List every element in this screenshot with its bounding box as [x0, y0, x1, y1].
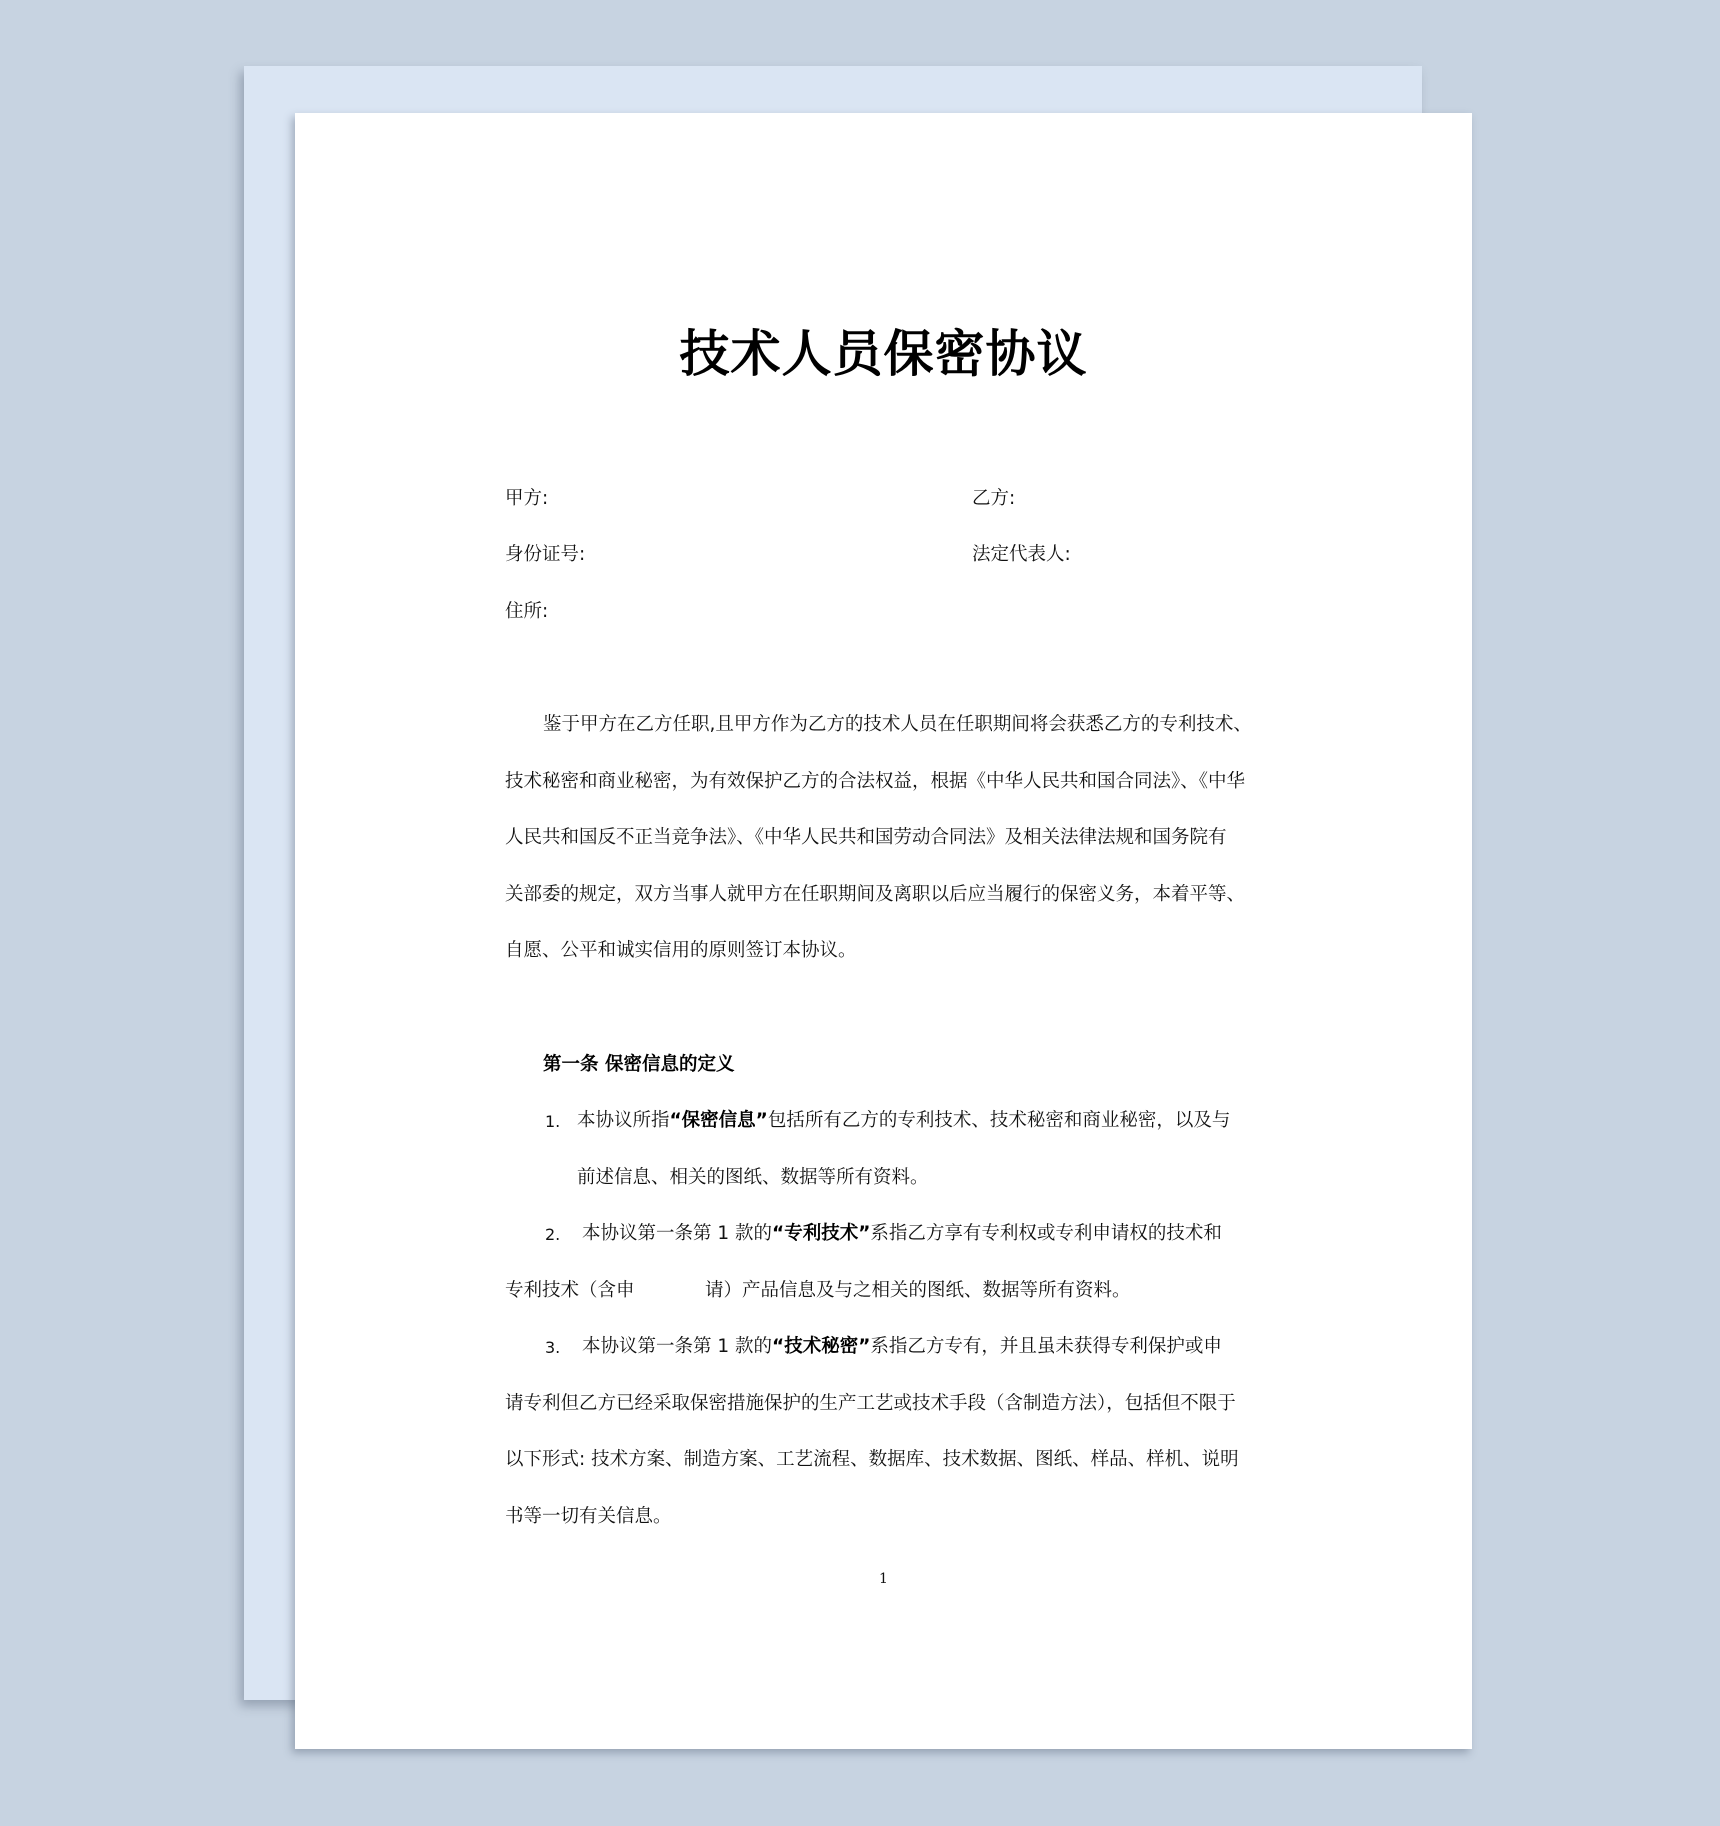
list-item-2-number: 2. [545, 1225, 561, 1244]
preamble-line-1: 鉴于甲方在乙方任职,且甲方作为乙方的技术人员在任职期间将会获悉乙方的专利技术、 [543, 714, 1252, 735]
list-item-3-line-2: 请专利但乙方已经采取保密措施保护的生产工艺或技术手段（含制造方法），包括但不限于 [505, 1393, 1236, 1414]
address-label: 住所: [505, 601, 549, 622]
term-patent-technology: “专利技术” [772, 1223, 871, 1244]
party-b-label: 乙方: [972, 488, 1016, 509]
page-number: 1 [879, 1571, 888, 1587]
preamble-line-2: 技术秘密和商业秘密，为有效保护乙方的合法权益，根据《中华人民共和国合同法》、《中华 [505, 771, 1246, 792]
list-item-3-number: 3. [545, 1338, 561, 1357]
preamble-line-5: 自愿、公平和诚实信用的原则签订本协议。 [505, 940, 857, 961]
article-1-heading: 第一条 保密信息的定义 [543, 1054, 735, 1075]
list-item-3-line-1: 本协议第一条第 1 款的“技术秘密”系指乙方专有，并且虽未获得专利保护或申 [582, 1336, 1222, 1357]
term-confidential-info: “保密信息” [669, 1110, 768, 1131]
document-page [295, 113, 1472, 1749]
legal-representative-label: 法定代表人: [972, 544, 1071, 565]
list-item-2-line-1: 本协议第一条第 1 款的“专利技术”系指乙方享有专利权或专利申请权的技术和 [582, 1223, 1222, 1244]
list-item-3-line-4: 书等一切有关信息。 [505, 1506, 672, 1527]
list-item-2-line-2a: 专利技术（含申 [505, 1280, 635, 1301]
party-a-label: 甲方: [505, 488, 549, 509]
list-item-2-line-2b: 请）产品信息及与之相关的图纸、数据等所有资料。 [705, 1280, 1131, 1301]
list-item-3-line-3: 以下形式: 技术方案、制造方案、工艺流程、数据库、技术数据、图纸、样品、样机、说明 [505, 1449, 1239, 1470]
preamble-line-3: 人民共和国反不正当竞争法》、《中华人民共和国劳动合同法》及相关法律法规和国务院有 [505, 827, 1227, 848]
list-item-1-line-2: 前述信息、相关的图纸、数据等所有资料。 [577, 1167, 929, 1188]
document-title: 技术人员保密协议 [679, 325, 1088, 383]
term-technical-secret: “技术秘密” [772, 1336, 871, 1357]
id-number-label: 身份证号: [505, 544, 586, 565]
list-item-1-line-1: 本协议所指“保密信息”包括所有乙方的专利技术、技术秘密和商业秘密，以及与 [577, 1110, 1231, 1131]
preamble-line-4: 关部委的规定，双方当事人就甲方在任职期间及离职以后应当履行的保密义务，本着平等、 [505, 884, 1246, 905]
list-item-1-number: 1. [545, 1112, 561, 1131]
